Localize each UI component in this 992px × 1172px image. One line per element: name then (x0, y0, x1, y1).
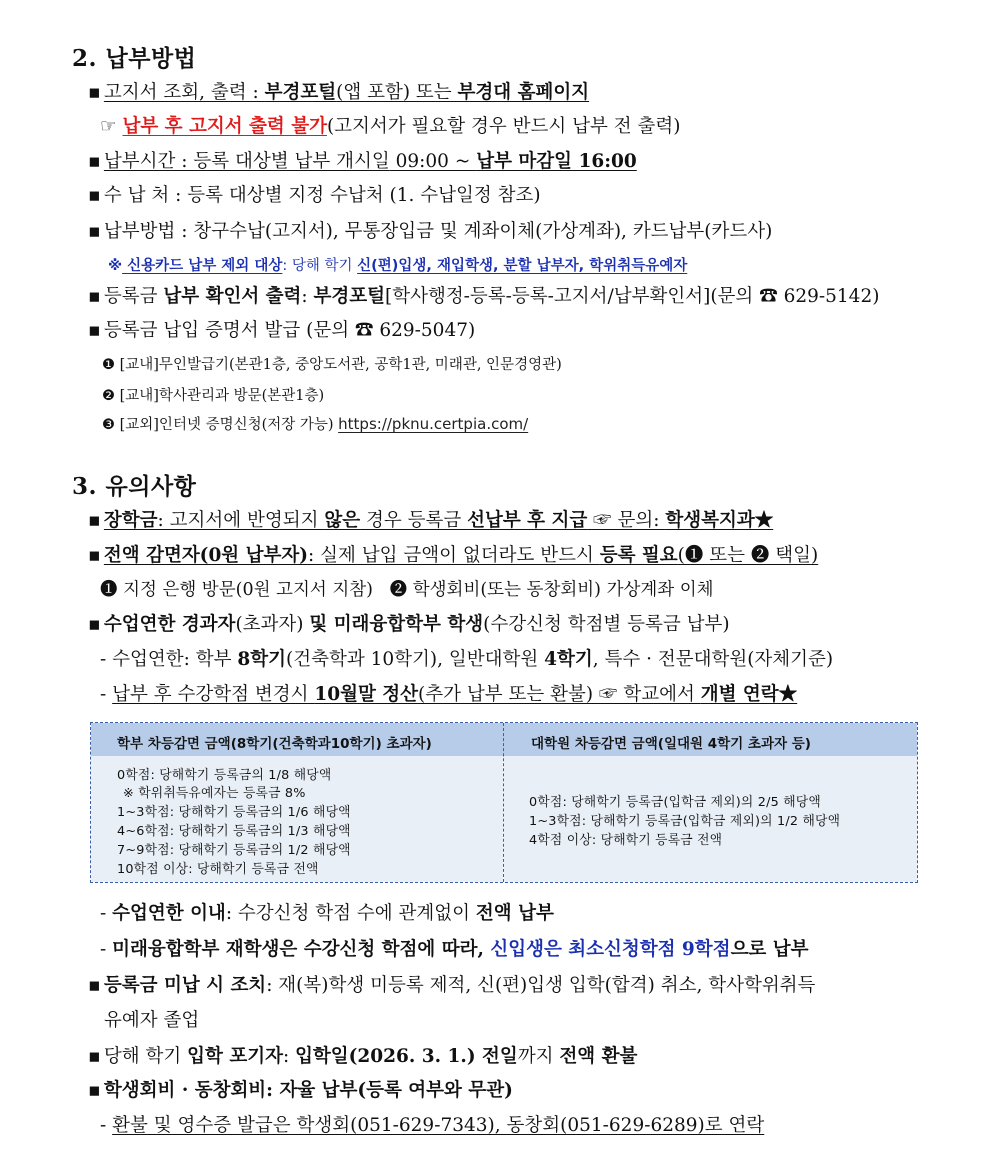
time-line: ▪ 납부시간 : 등록 대상별 납부 개시일 09:00 ~ 납부 마감일 16:00 (88, 151, 637, 172)
notice-line: ▪ 고지서 조회, 출력 : 부경포털(앱 포함) 또는 부경대 홈페이지 (88, 82, 590, 103)
table-row: 0학점: 당해학기 등록금의 1/8 해당액 (117, 768, 332, 783)
warn-line: ☞ 납부 후 고지서 출력 불가(고지서가 필요할 경우 반드시 납부 전 출력) (100, 116, 681, 137)
section2-title: 2. 납부방법 (72, 45, 197, 72)
full-exempt-options: ❶ 지정 은행 방문(0원 고지서 지참) ❷ 학생회비(또는 동창회비) 가상계좌 이체 (100, 580, 714, 600)
table-row: 7~9학점: 당해학기 등록금의 1/2 해당액 (117, 843, 351, 858)
table-row: 1~3학점: 당해학기 등록금(입학금 제외)의 1/2 해당액 (529, 814, 841, 829)
place-line: ▪ 수 납 처 : 등록 대상별 지정 수납처 (1. 수납일정 참조) (88, 185, 541, 206)
cert-option-3: ❸ [교외]인터넷 증명신청(저장 가능) https://pknu.certpia.com/ (102, 415, 529, 433)
refund-line: - 환불 및 영수증 발급은 학생회(051-629-7343), 동창회(051-629-6289)로 연락 (100, 1115, 765, 1136)
method-line: ▪ 납부방법 : 창구수납(고지서), 무통장입금 및 계좌이체(가상계좌), 카드납부(카드사) (88, 221, 773, 242)
table-left-header: 학부 차등감면 금액(8학기(건축학과10학기) 초과자) (117, 736, 432, 752)
table-right-header: 대학원 차등감면 금액(일대원 4학기 초과자 등) (531, 736, 811, 752)
table-row: 4~6학점: 당해학기 등록금의 1/3 해당액 (117, 824, 351, 839)
table-row: 0학점: 당해학기 등록금(입학금 제외)의 2/5 해당액 (529, 795, 821, 810)
within-line: - 수업연한 이내: 수강신청 학점 수에 관계없이 전액 납부 (100, 903, 554, 924)
scholarship-line: ▪ 장학금: 고지서에 반영되지 않은 경우 등록금 선납부 후 지급 ☞ 문의: 학생복지과★ (88, 510, 774, 531)
unpaid-line-cont: 유예자 졸업 (104, 1010, 200, 1031)
phone-icon: ☎ 629-5142) (759, 286, 880, 307)
table-row: 4학점 이상: 당해학기 등록금 전액 (529, 833, 723, 848)
term-line: - 수업연한: 학부 8학기(건축학과 10학기), 일반대학원 4학기, 특수 · 전문대학원(자체기준) (100, 649, 834, 670)
cert-line: ▪ 등록금 납입 증명서 발급 (문의 ☎ 629-5047) (88, 320, 476, 341)
overtime-line: ▪ 수업연한 경과자(초과자) 및 미래융합학부 학생(수강신청 학점별 등록금 납부) (88, 614, 730, 635)
unpaid-line: ▪ 등록금 미납 시 조치: 재(복)학생 미등록 제적, 신(편)입생 입학(합격) 취소, 학사학위취득 (88, 975, 816, 996)
cert-option-2: ❷ [교내]학사관리과 방문(본관1층) (102, 388, 325, 404)
cert-option-1: ❶ [교내]무인발급기(본관1층, 중앙도서관, 공학1관, 미래관, 인문경영관) (102, 357, 562, 373)
table-row: 1~3학점: 당해학기 등록금의 1/6 해당액 (117, 805, 351, 820)
table-row: 10학점 이상: 당해학기 등록금 전액 (117, 862, 319, 877)
full-exempt-line: ▪ 전액 감면자(0원 납부자): 실제 납입 금액이 없더라도 반드시 등록 필요(❶ 또는 ❷ 택일) (88, 545, 819, 566)
giveup-line: ▪ 당해 학기 입학 포기자: 입학일(2026. 3. 1.) 전일까지 전액 환불 (88, 1046, 638, 1067)
reduction-table (90, 722, 918, 883)
future-line: - 미래융합학부 재학생은 수강신청 학점에 따라, 신입생은 최소신청학점 9학점으로 납부 (100, 939, 809, 960)
fee-line: ▪ 학생회비 · 동창회비: 자율 납부(등록 여부와 무관) (88, 1080, 513, 1101)
section3-title: 3. 유의사항 (72, 473, 197, 500)
pointing-hand-icon: ☞ (100, 116, 117, 137)
confirm-line: ▪ 등록금 납부 확인서 출력: 부경포털[학사행정-등록-등록-고지서/납부확인서](문의 ☎ 629-5142) (88, 286, 880, 307)
table-row: ※ 학위취득유예자는 등록금 8% (123, 786, 306, 801)
card-note-line: ※ 신용카드 납부 제외 대상: 당해 학기 신(편)입생, 재입학생, 분할 납부자, 학위취득유예자 (108, 258, 688, 274)
certpia-link[interactable]: https://pknu.certpia.com/ (338, 415, 529, 433)
change-line: - 납부 후 수강학점 변경시 10월말 정산(추가 납부 또는 환불) ☞ 학교에서 개별 연락★ (100, 684, 798, 705)
